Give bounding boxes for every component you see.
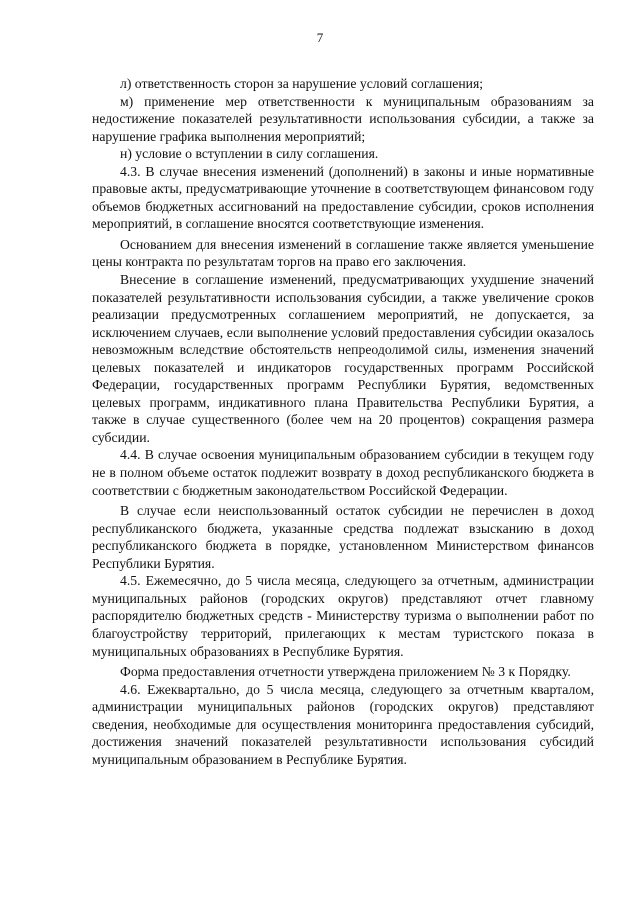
paragraph-item-m: м) применение мер ответственности к муниципальным образованиям за недостижение показателей результативности использования субсидии, а также за нарушение графика выполнения мероприятий; <box>92 93 594 144</box>
paragraph-item-n: н) условие о вступлении в силу соглашения. <box>120 146 379 162</box>
paragraph-4-5-form: Форма предоставления отчетности утверждена приложением № 3 к Порядку. <box>120 664 571 680</box>
paragraph-4-3: 4.3. В случае внесения изменений (дополнений) в законы и иные нормативные правовые акты, предусматривающие уточнение в соответствующем финансовом году объемов бюджетных ассигнований на предоставление субсидии, сроков исполнения мероприятий, в соглашение вносятся соответствующие изменения. <box>92 163 594 232</box>
paragraph-4-6: 4.6. Ежеквартально, до 5 числа месяца, следующего за отчетным кварталом, администрации муниципальных районов (городских округов) представляют сведения, необходимые для осуществления мониторинга предоставления субсидий, достижения значений показателей результативности использования субсидий муниципальным образованием в Республике Бурятия. <box>92 681 594 767</box>
paragraph-4-3-basis: Основанием для внесения изменений в соглашение также является уменьшение цены контракта по результатам торгов на право его заключения. <box>92 236 594 270</box>
page-number: 7 <box>316 30 324 45</box>
paragraph-4-5: 4.5. Ежемесячно, до 5 числа месяца, следующего за отчетным, администрации муниципальных районов (городских округов) представляют отчет главному распорядителю бюджетных средств - Министерству туризма о выполнении работ по благоустройству территорий, прилегающих к местам туристского показа в муниципальных образованиях в Республике Бурятия. <box>92 573 594 659</box>
paragraph-4-3-restrictions: Внесение в соглашение изменений, предусматривающих ухудшение значений показателей результативности использования субсидии, а также увеличение сроков реализации предусмотренных соглашением мероприятий, не допускается, за исключением случаев, если выполнение условий предоставления субсидии оказалось невозможным вследствие обстоятельств непреодолимой силы, изменения значений целевых показателей и индикаторов государственных программ Российской Федерации, государственных программ Республики Бурятия, ведомственных целевых программ, индикативного плана Правительства Республики Бурятия, а также в случае существенного (более чем на 20 процентов) сокращения размера субсидии. <box>92 272 594 445</box>
document-body <box>92 75 594 768</box>
paragraph-item-l: л) ответственность сторон за нарушение условий соглашения; <box>120 76 484 91</box>
paragraph-4-4-recovery: В случае если неиспользованный остаток субсидии не перечислен в доход республиканского бюджета, указанные средства подлежат взысканию в доход республиканского бюджета в порядке, установленном Министерством финансов Республики Бурятия. <box>92 503 594 571</box>
paragraph-4-4: 4.4. В случае освоения муниципальным образованием субсидии в текущем году не в полном объеме остаток подлежит возврату в доход республиканского бюджета в соответствии с бюджетным законодательством Российской Федерации. <box>92 447 594 498</box>
